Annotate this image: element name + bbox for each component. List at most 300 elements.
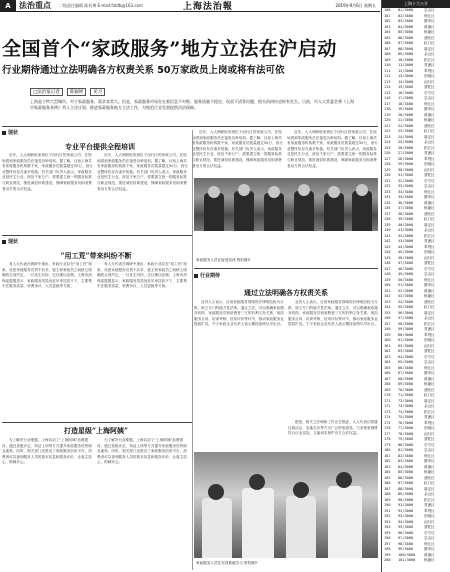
sidebar-cell: 宝山区	[424, 184, 435, 188]
sidebar-cell: 静安区	[424, 107, 435, 111]
sidebar-row	[382, 558, 450, 564]
sidebar-cell: 青浦区	[424, 151, 435, 155]
sidebar-cell: 173	[384, 409, 391, 414]
sidebar-cell: 青浦区	[424, 63, 435, 67]
sidebar-cell: 浦东区	[424, 35, 435, 40]
divider	[194, 268, 378, 269]
tag-square-icon	[2, 240, 6, 244]
sidebar-cell: 24/3000	[398, 134, 414, 139]
sidebar-cell: 嘉定区	[424, 134, 435, 139]
sidebar-cell: 85/3000	[398, 470, 414, 474]
sidebar-cell: 浦东区	[424, 475, 435, 480]
sidebar-cell: 138	[384, 217, 391, 221]
sidebar-title: 上海十大公开	[382, 0, 450, 8]
sidebar-cell: 崇明区	[424, 338, 435, 342]
sidebar-cell: 135	[384, 200, 391, 205]
byline-part: □法治报记者	[30, 88, 63, 96]
sidebar-cell: 123	[384, 134, 391, 139]
sidebar-cell: 30/3000	[398, 167, 414, 172]
sidebar-cell: 黄浦区	[424, 112, 435, 117]
sidebar-cell: 103	[384, 24, 391, 29]
sidebar-cell: 183	[384, 464, 391, 469]
sidebar-cell: 160	[384, 338, 391, 342]
sidebar-cell: 181	[384, 453, 391, 458]
sidebar-cell: 浦东区	[424, 299, 435, 304]
sidebar-cell: 128	[384, 162, 391, 166]
sidebar-cell: 107	[384, 46, 391, 51]
sidebar-cell: 172	[384, 404, 391, 408]
sidebar-cell: 长宁区	[424, 266, 435, 271]
sidebar-cell: 静安区	[424, 19, 435, 23]
sidebar-cell: 141	[384, 233, 391, 238]
sidebar-cell: 嘉定区	[424, 310, 435, 315]
sidebar-cell: 徐汇区	[424, 101, 435, 106]
sidebar-cell: 92/3000	[398, 508, 414, 513]
sidebar-cell: 徐汇区	[424, 453, 435, 458]
sidebar-cell: 137	[384, 211, 391, 216]
sidebar-cell: 63/3000	[398, 349, 414, 353]
sidebar-cell: 宝山区	[424, 536, 435, 540]
sidebar-cell: 89/3000	[398, 492, 414, 496]
sidebar-cell: 崇明区	[424, 426, 435, 430]
sidebar-cell: 33/3000	[398, 184, 414, 188]
sidebar-cell: 崇明区	[424, 250, 435, 254]
sidebar-cell: 171	[384, 398, 391, 403]
sidebar-cell: 112	[384, 74, 391, 78]
lead-paragraph: 上海是个特大型城市，对于家政服务，需求非常大。但是，家政服务市场存在着信息不对称、服务质量不稳定、权责不清等问题，相关的纠纷也时有发生。日前，市人大常委会将《上海市家政服务条例》列入立法计划，推进家政服务地方立法工作，为规范行业发展提供法治保障。	[30, 99, 354, 110]
sidebar-cell: 徐汇区	[424, 277, 435, 282]
sidebar-cell: 55/3000	[398, 305, 414, 309]
sidebar-cell: 98/3000	[398, 541, 414, 546]
sidebar-cell: 77/3000	[398, 426, 414, 430]
sidebar-cell: 05/3000	[398, 30, 414, 34]
section-title: 打造星级“上海阿姨”	[63, 426, 129, 435]
sidebar-cell: 169	[384, 387, 391, 392]
sidebar-cell: 普陀区	[424, 261, 435, 265]
sidebar-cell: 34/3000	[398, 189, 414, 194]
sidebar-cell: 189	[384, 497, 391, 502]
sidebar-cell: 长宁区	[424, 90, 435, 95]
sidebar-cell: 177	[384, 431, 391, 436]
sidebar-cell: 84/3000	[398, 464, 414, 469]
sidebar-cell: 黄浦区	[424, 464, 435, 469]
sidebar-cell: 08/3000	[398, 46, 414, 51]
section-title: 专业平台提供全程培训	[65, 142, 135, 151]
sidebar-cell: 虹口区	[424, 393, 435, 397]
sidebar-cell: 170	[384, 393, 391, 397]
sidebar-cell: 32/3000	[398, 178, 414, 183]
sidebar-cell: 奉贤区	[424, 156, 435, 161]
sidebar-cell: 60/3000	[398, 332, 414, 337]
sidebar-cell: 175	[384, 420, 391, 425]
sidebar-cell: 21/3000	[398, 118, 414, 122]
sidebar-cell: 闵行区	[424, 79, 435, 84]
sidebar-cell: 102	[384, 19, 391, 23]
sidebar-cell: 195	[384, 530, 391, 535]
sidebar-cell: 虹口区	[424, 129, 435, 133]
sidebar-cell: 198	[384, 547, 391, 551]
sidebar-cell: 闵行区	[424, 519, 435, 524]
divider	[2, 126, 378, 127]
sidebar-cell: 45/3000	[398, 250, 414, 254]
sidebar-cell: 86/3000	[398, 475, 414, 480]
sidebar-cell: 长宁区	[424, 442, 435, 447]
sidebar-cell: 徐汇区	[424, 189, 435, 194]
sidebar-cell: 163	[384, 354, 391, 359]
sidebar-cell: 28/3000	[398, 156, 414, 161]
sidebar-cell: 50/3000	[398, 277, 414, 282]
sidebar-cell: 徐汇区	[424, 365, 435, 370]
sidebar-cell: 松江区	[424, 145, 435, 150]
sidebar-cell: 奉贤区	[424, 332, 435, 337]
sidebar-cell: 153	[384, 299, 391, 304]
sidebar-cell: 117	[384, 101, 391, 106]
sidebar-cell: 徐汇区	[424, 541, 435, 546]
sidebar-cell: 43/3000	[398, 239, 414, 243]
sidebar-cell: 180	[384, 448, 391, 452]
sidebar-cell: 154	[384, 305, 391, 309]
sidebar-cell: 174	[384, 415, 391, 419]
sidebar-cell: 187	[384, 486, 391, 491]
sidebar-cell: 185	[384, 475, 391, 480]
divider	[2, 235, 192, 236]
sidebar-cell: 奉贤区	[424, 68, 435, 73]
sidebar-cell: 124	[384, 140, 391, 144]
sidebar-cell: 109	[384, 57, 391, 62]
sidebar-cell: 121	[384, 123, 391, 128]
section-title: 通过立法明确各方权责关系	[244, 288, 328, 297]
sidebar-cell: 136	[384, 206, 391, 210]
sidebar-cell: 48/3000	[398, 266, 414, 271]
sidebar-cell: 41/3000	[398, 228, 414, 232]
sidebar-cell: 179	[384, 442, 391, 447]
sidebar-cell: 126	[384, 151, 391, 155]
sidebar-cell: 虹口区	[424, 217, 435, 221]
sidebar-cell: 51/3000	[398, 283, 414, 287]
sidebar-cell: 黄浦区	[424, 24, 435, 29]
byline-part: 见习	[90, 88, 105, 96]
sidebar-cell: 金山区	[424, 492, 435, 496]
sidebar-cell: 奉贤区	[424, 508, 435, 513]
sidebar-cell: 115	[384, 90, 391, 95]
sidebar-cell: 176	[384, 426, 391, 430]
sidebar-cell: 101/3000	[398, 558, 416, 562]
sidebar-cell: 61/3000	[398, 338, 414, 342]
masthead-bar	[0, 0, 380, 12]
sidebar-cell: 87/3000	[398, 481, 414, 485]
sidebar-cell: 宝山区	[424, 8, 435, 12]
sidebar-cell: 杨浦区	[424, 470, 435, 474]
sidebar-cell: 186	[384, 481, 391, 485]
section-name: 法治重点	[19, 1, 51, 10]
sidebar-cell: 91/3000	[398, 503, 414, 507]
page-number: A	[0, 0, 16, 12]
sidebar-cell: 197	[384, 541, 391, 546]
sidebar-cell: 金山区	[424, 316, 435, 320]
section-tag: 现状	[2, 129, 18, 136]
sidebar-cell: 松江区	[424, 233, 435, 238]
sidebar-cell: 168	[384, 382, 391, 386]
article-text: 近年，人大调研组来到位于闵行区的家政公司，在现场看到家政服务员在接受各种培训。据了解，目前上海共有家政服务机构数千家，家政服务员数量超过50万，但行业整体仍存在诸多短板。有关部门负责人表示，家政服务业是民生行业，涉及千家万户，需要建立统一的服务标准与职业规范，推进诚信体系建设，保障家政服务员和消费者双方的合法权益。	[97, 153, 188, 191]
sidebar-cell: 161	[384, 343, 391, 348]
column-rule	[192, 130, 193, 570]
sidebar-cell: 23/3000	[398, 129, 414, 133]
sidebar-cell: 嘉定区	[424, 398, 435, 403]
sidebar-cell: 黄浦区	[424, 552, 435, 557]
sidebar-cell: 崇明区	[424, 514, 435, 518]
section-tag: 现状	[2, 238, 18, 245]
sidebar-cell: 38/3000	[398, 211, 414, 216]
sidebar-cell: 奉贤区	[424, 244, 435, 249]
sidebar-cell: 59/3000	[398, 327, 414, 331]
sidebar-cell: 142	[384, 239, 391, 243]
sidebar-cell: 58/3000	[398, 321, 414, 326]
sidebar-cell: 132	[384, 184, 391, 188]
sidebar-cell: 崇明区	[424, 162, 435, 166]
sidebar-cell: 闵行区	[424, 255, 435, 260]
sidebar-cell: 金山区	[424, 140, 435, 144]
article-text: 业内人士表示，目前家政服务领域的法律规范较为分散，缺乏专门的地方性法规。通过立法，可以明确家政服务机构、家政服务员和消费者三方的权利义务关系，规范服务合同、培训考核、信用评价等环节，推动家政服务业提质扩容。不少家政企业负责人表示期待条例尽早出台。	[194, 300, 284, 327]
sidebar-cell: 182	[384, 459, 391, 463]
sidebar-cell: 37/3000	[398, 206, 414, 210]
article-text: 据悉，相关立法调研工作正在推进，人大代表们将通过座谈会、实地走访等方式广泛听取意见，力求使条例既符合行业实际，又能切实保护各方合法权益。	[288, 420, 378, 436]
sidebar-cell: 06/3000	[398, 35, 414, 40]
sidebar-cell: 106	[384, 41, 391, 45]
sidebar-cell: 40/3000	[398, 222, 414, 227]
sidebar-cell: 虹口区	[424, 481, 435, 485]
sidebar-cell: 42/3000	[398, 233, 414, 238]
sidebar-cell: 静安区	[424, 547, 435, 551]
sidebar-cell: 164	[384, 360, 391, 364]
sidebar-cell: 嘉定区	[424, 222, 435, 227]
sidebar-cell: 07/3000	[398, 41, 414, 45]
sidebar-cell: 浦东区	[424, 387, 435, 392]
sidebar-cell: 57/3000	[398, 316, 414, 320]
sidebar-cell: 99/3000	[398, 547, 414, 551]
sidebar-table	[381, 0, 450, 572]
sidebar-cell: 松江区	[424, 321, 435, 326]
sidebar-cell: 14/3000	[398, 79, 414, 84]
sidebar-cell: 159	[384, 332, 391, 337]
sidebar-cell: 徐汇区	[424, 13, 435, 18]
article-text: 业内人士表示，目前家政服务领域的法律规范较为分散，缺乏专门的地方性法规。通过立法，可以明确家政服务机构、家政服务员和消费者三方的权利义务关系，规范服务合同、培训考核、信用评价等环节，推动家政服务业提质扩容。不少家政企业负责人表示期待条例尽早出台。	[288, 300, 378, 327]
sidebar-cell: 静安区	[424, 283, 435, 287]
sidebar-cell: 松江区	[424, 57, 435, 62]
sidebar-cell: 94/3000	[398, 519, 414, 524]
sidebar-cell: 普陀区	[424, 173, 435, 177]
sidebar-cell: 193	[384, 519, 391, 524]
sidebar-cell: 静安区	[424, 195, 435, 199]
sidebar-cell: 188	[384, 492, 391, 496]
sidebar-cell: 浦东区	[424, 211, 435, 216]
article-text: 为了解决行业难题，上海启动了“上海阿姨”品牌建设，通过星级评定、持证上岗等方式提升家政服务员的职业素养。同时，相关部门还推出了家政服务信用平台，消费者可以查询服务人员的基本信息和服务评价，让雇主放心、阿姨安心。	[97, 438, 187, 465]
sidebar-cell: 119	[384, 112, 391, 117]
sidebar-cell: 74/3000	[398, 409, 414, 414]
sidebar-cell: 19/3000	[398, 107, 414, 111]
sidebar-cell: 嘉定区	[424, 486, 435, 491]
sidebar-cell: 青浦区	[424, 327, 435, 331]
sidebar-cell: 69/3000	[398, 382, 414, 386]
sidebar-cell: 02/3000	[398, 13, 414, 18]
section-title: “用工荒”带来纠纷不断	[60, 251, 132, 260]
sidebar-cell: 90/3000	[398, 497, 414, 502]
sidebar-cell: 101	[384, 13, 391, 18]
sidebar-cell: 110	[384, 63, 391, 67]
sidebar-cell: 杨浦区	[424, 206, 435, 210]
sidebar-cell: 148	[384, 272, 391, 276]
sidebar-cell: 56/3000	[398, 310, 414, 315]
sidebar-cell: 82/3000	[398, 453, 414, 458]
sidebar-cell: 64/3000	[398, 354, 414, 359]
sidebar-cell: 11/3000	[398, 63, 414, 67]
sidebar-cell: 131	[384, 178, 391, 183]
sidebar-cell: 12/3000	[398, 68, 414, 73]
sidebar-cell: 97/3000	[398, 536, 414, 540]
sidebar-cell: 96/3000	[398, 530, 414, 535]
sidebar-cell: 普陀区	[424, 525, 435, 529]
sidebar-cell: 104	[384, 30, 391, 34]
sidebar-cell: 52/3000	[398, 288, 414, 293]
sidebar-cell: 149	[384, 277, 391, 282]
training-photo	[194, 178, 378, 231]
sidebar-cell: 浦东区	[424, 123, 435, 128]
section-tag: 行业期待	[194, 272, 220, 279]
main-headline: 全国首个“家政服务”地方立法在沪启动	[2, 38, 337, 60]
sidebar-cell: 松江区	[424, 497, 435, 502]
sidebar-cell: 140	[384, 228, 391, 232]
sidebar-cell: 虹口区	[424, 41, 435, 45]
sidebar-cell: 22/3000	[398, 123, 414, 128]
sidebar-cell: 67/3000	[398, 371, 414, 375]
sidebar-cell: 09/3000	[398, 52, 414, 56]
sidebar-cell: 虹口区	[424, 305, 435, 309]
sidebar-cell: 杨浦区	[424, 382, 435, 386]
sidebar-cell: 16/3000	[398, 90, 414, 95]
sidebar-cell: 68/3000	[398, 376, 414, 381]
sidebar-cell: 129	[384, 167, 391, 172]
sidebar-cell: 78/3000	[398, 431, 414, 436]
sidebar-cell: 72/3000	[398, 398, 414, 403]
sidebar-cell: 152	[384, 294, 391, 298]
sidebar-cell: 29/3000	[398, 162, 414, 166]
sidebar-cell: 杨浦区	[424, 294, 435, 298]
sidebar-cell: 73/3000	[398, 404, 414, 408]
sidebar-cell: 139	[384, 222, 391, 227]
sidebar-cell: 静安区	[424, 459, 435, 463]
sidebar-cell: 46/3000	[398, 255, 414, 260]
sidebar-cell: 162	[384, 349, 391, 353]
sidebar-cell: 147	[384, 266, 391, 271]
sidebar-cell: 崇明区	[424, 74, 435, 78]
sidebar-cell: 金山区	[424, 404, 435, 408]
sidebar-cell: 81/3000	[398, 448, 414, 452]
sidebar-cell: 杨浦区	[424, 30, 435, 34]
tag-square-icon	[2, 131, 6, 135]
sidebar-cell: 65/3000	[398, 360, 414, 364]
sidebar-cell: 130	[384, 173, 391, 177]
photo-caption: 家政服务人员在实训基地学习 资料图片	[196, 561, 259, 565]
sidebar-rows	[382, 8, 450, 564]
sidebar-cell: 闵行区	[424, 167, 435, 172]
sidebar-cell: 27/3000	[398, 151, 414, 155]
sidebar-cell: 114	[384, 85, 391, 89]
sidebar-cell: 04/3000	[398, 24, 414, 29]
sidebar-cell: 93/3000	[398, 514, 414, 518]
sidebar-cell: 66/3000	[398, 365, 414, 370]
sidebar-cell: 53/3000	[398, 294, 414, 298]
sidebar-cell: 黄浦区	[424, 288, 435, 293]
sidebar-cell: 133	[384, 189, 391, 194]
sidebar-cell: 157	[384, 321, 391, 326]
sidebar-cell: 闵行区	[424, 343, 435, 348]
sidebar-cell: 松江区	[424, 409, 435, 414]
tag-square-icon	[194, 274, 198, 278]
sidebar-cell: 黄浦区	[424, 200, 435, 205]
sidebar-cell: 44/3000	[398, 244, 414, 249]
sidebar-cell: 静安区	[424, 371, 435, 375]
issue-date: 2019年9月6日 星期五	[335, 2, 376, 8]
sidebar-cell: 143	[384, 244, 391, 249]
sidebar-cell: 156	[384, 316, 391, 320]
sidebar-cell: 155	[384, 310, 391, 315]
sidebar-cell: 01/3000	[398, 8, 414, 12]
sidebar-cell: 青浦区	[424, 503, 435, 507]
byline-part: 陈颖婷	[67, 88, 87, 96]
sidebar-cell: 95/3000	[398, 525, 414, 529]
sidebar-cell: 83/3000	[398, 459, 414, 463]
sidebar-cell: 青浦区	[424, 239, 435, 243]
newspaper-logo: 上海法治報	[182, 2, 233, 12]
article-text: 近年，人大调研组来到位于闵行区的家政公司，在现场看到家政服务员在接受各种培训。据了解，目前上海共有家政服务机构数千家，家政服务员数量超过50万，但行业整体仍存在诸多短板。有关部门负责人表示，家政服务业是民生行业，涉及千家万户，需要建立统一的服务标准与职业规范，推进诚信体系建设，保障家政服务员和消费者双方的合法权益。	[192, 130, 283, 168]
sidebar-cell: 100	[384, 8, 391, 12]
sidebar-cell: 35/3000	[398, 195, 414, 199]
sidebar-cell: 20/3000	[398, 112, 414, 117]
sidebar-cell: 普陀区	[424, 85, 435, 89]
sidebar-cell: 184	[384, 470, 391, 474]
sidebar-cell: 金山区	[424, 52, 435, 56]
sidebar-cell: 127	[384, 156, 391, 161]
sidebar-cell: 17/3000	[398, 96, 414, 100]
sidebar-cell: 普陀区	[424, 437, 435, 441]
sidebar-cell: 111	[384, 68, 391, 73]
sidebar-cell: 杨浦区	[424, 118, 435, 122]
sidebar-cell: 宝山区	[424, 360, 435, 364]
article-text: 有人大代表在调研中指出，家政行业存在“用工荒”现象，优质家政服务员供不应求，雇主和家政员之间缺乏明确的合同约定，一旦发生纠纷，往往难以处理。上海市消保委数据显示，家政服务类投诉近年来居高不下，主要集中在服务质量、收费争议、人员更换等方面。	[2, 262, 92, 289]
sidebar-cell: 26/3000	[398, 145, 414, 150]
sidebar-cell: 134	[384, 195, 391, 199]
sidebar-cell: 10/3000	[398, 57, 414, 62]
sidebar-cell: 03/3000	[398, 19, 414, 23]
sidebar-cell: 18/3000	[398, 101, 414, 106]
divider	[2, 422, 192, 423]
sidebar-cell: 88/3000	[398, 486, 414, 491]
sidebar-cell: 76/3000	[398, 420, 414, 425]
sidebar-cell: 166	[384, 371, 391, 375]
sidebar-cell: 36/3000	[398, 200, 414, 205]
sidebar-cell: 杨浦区	[424, 558, 435, 562]
article-text: 为了解决行业难题，上海启动了“上海阿姨”品牌建设，通过星级评定、持证上岗等方式提升家政服务员的职业素养。同时，相关部门还推出了家政服务信用平台，消费者可以查询服务人员的基本信息和服务评价，让雇主放心、阿姨安心。	[2, 438, 92, 465]
sidebar-cell: 31/3000	[398, 173, 414, 177]
sidebar-cell: 嘉定区	[424, 46, 435, 51]
sidebar-cell: 122	[384, 129, 391, 133]
sidebar-cell: 金山区	[424, 228, 435, 232]
sidebar-cell: 宝山区	[424, 272, 435, 276]
sidebar-cell: 79/3000	[398, 437, 414, 441]
sidebar-cell: 165	[384, 365, 391, 370]
sidebar-cell: 196	[384, 536, 391, 540]
sidebar-cell: 150	[384, 283, 391, 287]
sidebar-cell: 39/3000	[398, 217, 414, 221]
